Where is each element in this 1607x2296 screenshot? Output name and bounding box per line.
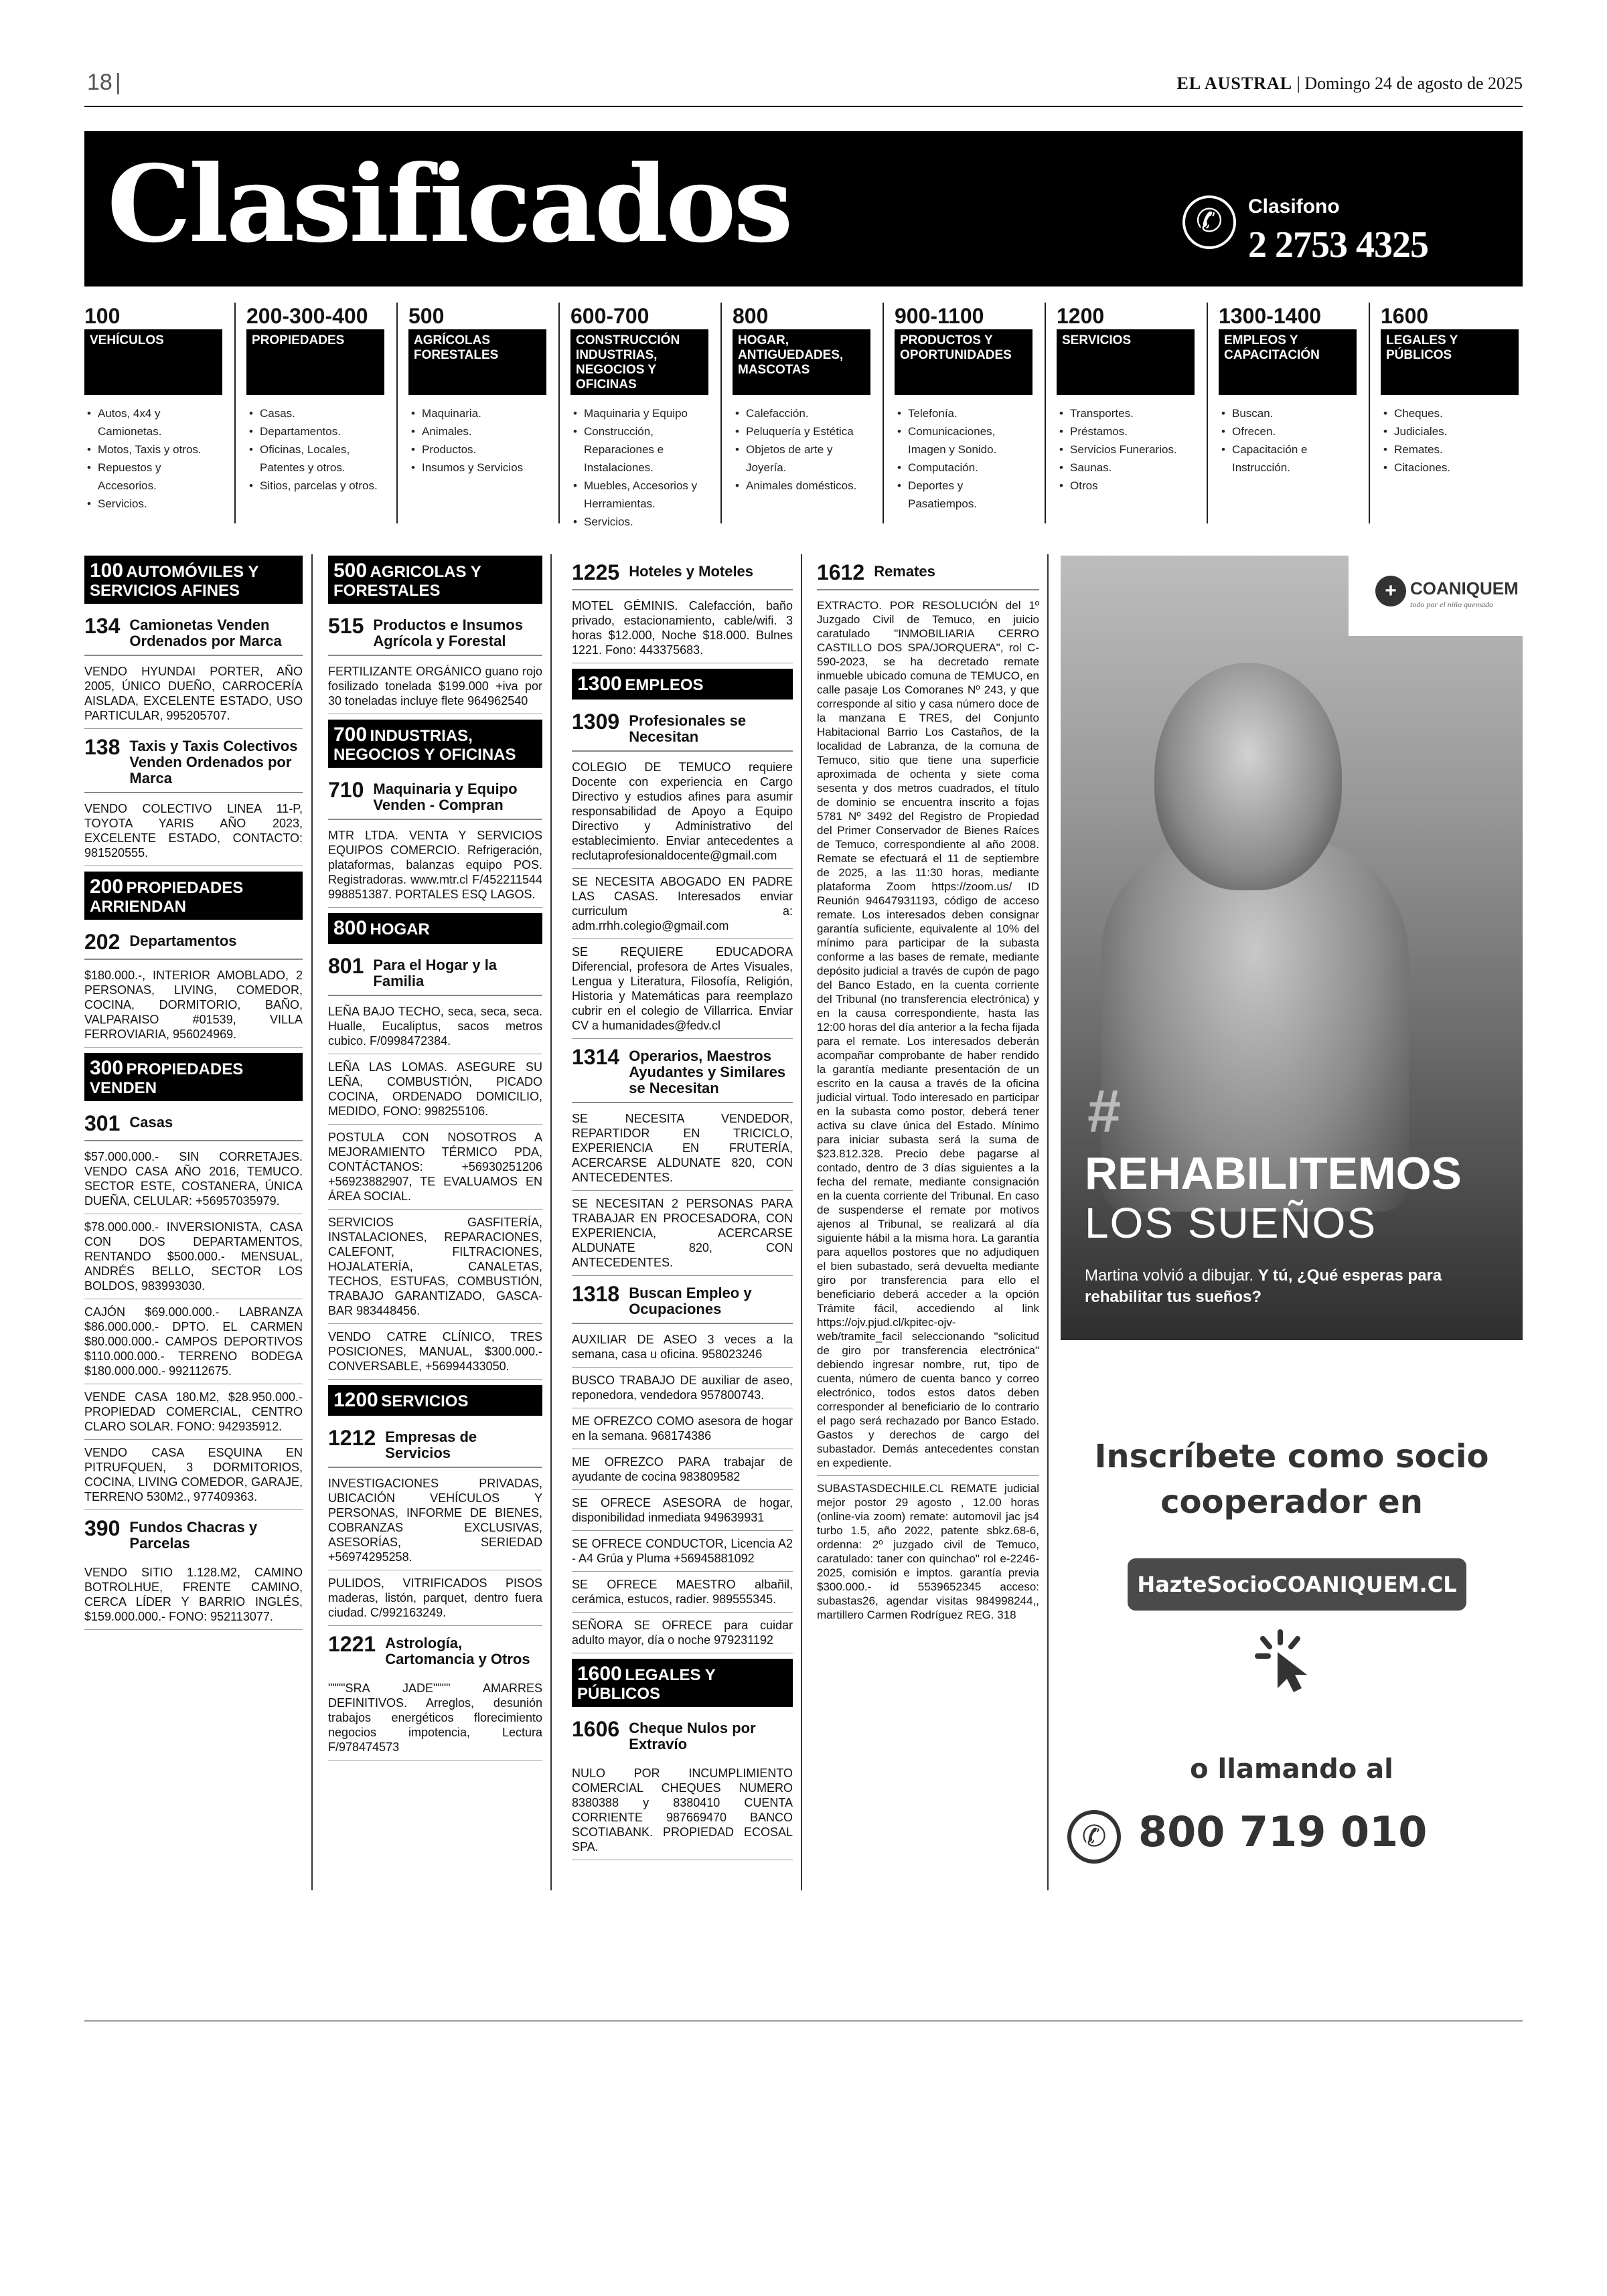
classified-ad: PULIDOS, VITRIFICADOS PISOS maderas, listón, parquet, dentro fuera ciudad. C/992163249. xyxy=(328,1576,542,1626)
classified-ad: EXTRACTO. POR RESOLUCIÓN del 1º Juzgado Civil de Temuco, en juicio caratulado "INMOBILIARIA CERRO CASTILLO DOS SPA/JORQUERA", rol C-590-2023, se ha decretado remate inmueble ubicado comuna de TEMUCO, en calle pasaje Los Comoranes Nº 243, y que corresponde al sitio y casa número doce de la manzana E TRES, del Conjunto Habitacional Barrio Los Castaños, de la localidad de Labranza, de la comuna de Temuco, sitio que tiene una superficie aproximada de ochenta y siete coma sesenta y dos metros cuadrados, el título de dominio se encuentra inscrito a fojas 5781 Nº 3492 del Registro de Propiedad del Primer Conservador de Bienes Raíces de Temuco, correspondiente al año 2008. Remate se efectuará el 11 de septiembre de 2025, a las 11:30 horas, mediante plataforma Zoom https://zoom.us/ ID Reunión 94647931193, código de acceso remate. Los interesados deben consignar garantía suficiente, equivalente al 10% del mínimo para participar de la subasta conforme a las bases de remate, mediante depósito judicial a través de cupón de pago del Banco Estado, en la cuenta corriente del Tribunal (no transferencia electrónica) y en la causa correspondiente, hasta las 12:00 horas del día anterior a la fecha fijada para el remate. Los interesados deberán acompañar comprobante de haber rendido la garantía mediante presentación de un escrito en la causa a través de la oficina judicial virtual. Todo interesado en participar en la subasta como postor, deberá tener activa su clave única del Estado. Mínimo para iniciar subasta será la suma de $23.812.328. Precio debe pagarse al contado, dentro de 3 días siguientes a la fecha del remate, mediante consignación en la cuenta corriente del Tribunal. En caso de suspenderse el remate por motivos ajenos al Tribunal, se realizará al día siguiente hábil a la misma hora. La garantía para aquellos postores que no adjudiquen el bien subastado, será devuelta mediante giro por transferencia para ello el beneficiario deberá acceder a la opción Trámite fácil, accediendo al link https://ojv.pjud.cl/kpitec-ojv-web/tramite_facil seleccionando "solicitud de giro por transferencia electrónica" debiendo ingresar nombre, rut, tipo de cuenta, número de cuenta banco y correo electrónico, todos estos datos deben corresponder al beneficiario de lo contrario el pago será rechazado por Banco Estado. Gastos y derechos de cargo del subastador. Demás antecedentes constan en expediente. xyxy=(817,598,1039,1476)
paper-name: EL AUSTRAL xyxy=(1176,74,1293,93)
category-item: • Telefonía. xyxy=(895,404,1032,422)
category-label: PRODUCTOS Y OPORTUNIDADES xyxy=(895,329,1032,395)
subsection-header: 1606 Cheque Nulos por Extravío xyxy=(572,1717,756,1752)
classified-ad: VENDO CASA ESQUINA EN PITRUFQUEN, 3 DORMITORIOS, COCINA, LIVING COMEDOR, GARAJE, TERRENO 530M2., 977409363. xyxy=(84,1445,303,1510)
category-1200 xyxy=(1057,303,1195,523)
column-divider xyxy=(1047,554,1049,1890)
subsection-header: 1314 Operarios, Maestros Ayudantes y Similares se Necesitan xyxy=(572,1046,793,1103)
category-item: • Repuestos y Accesorios. xyxy=(84,459,222,495)
ad-url-button[interactable]: HazteSocioCOANIQUEM.CL xyxy=(1128,1558,1466,1611)
category-600-700 xyxy=(570,303,708,528)
category-number: 1200 xyxy=(1057,304,1105,328)
category-500 xyxy=(408,303,546,523)
category-item: • Servicios. xyxy=(84,495,222,513)
classified-ad: VENDE CASA 180.M2, $28.950.000.- PROPIEDAD COMERCIAL, CENTRO CLARO SOLAR. FONO: 942935912. xyxy=(84,1390,303,1440)
category-item: • Judiciales. xyxy=(1381,422,1519,440)
subsection-header: 1225 Hoteles y Moteles xyxy=(572,561,793,590)
column-divider xyxy=(801,554,802,1890)
column-2 xyxy=(328,554,542,1766)
classified-ad: VENDO HYUNDAI PORTER, AÑO 2005, ÚNICO DUEÑO, CARROCERÍA AISLADA, EXCELENTE ESTADO, USO PARTICULAR, 995205707. xyxy=(84,664,303,729)
subsection-header: 1612 Remates xyxy=(817,561,1039,590)
classified-ad: SE NECESITAN 2 PERSONAS PARA TRABAJAR EN PROCESADORA, CON EXPERIENCIA, ACERCARSE ALDUNATE 820, CON ANTECEDENTES. xyxy=(572,1196,793,1276)
section-title: Clasificados xyxy=(107,143,791,266)
category-item: • Animales domésticos. xyxy=(733,477,870,495)
section-header: 1200 SERVICIOS xyxy=(328,1385,542,1416)
subsection-header: 301 Casas xyxy=(84,1112,303,1141)
section-header: 1600 LEGALES Y PÚBLICOS xyxy=(572,1659,793,1707)
category-number: 100 xyxy=(84,304,121,328)
classified-ad: $78.000.000.- INVERSIONISTA, CASA CON DOS DEPARTAMENTOS, RENTANDO $500.000.- MENSUAL, ANDRÉS BELLO, SECTOR LOS BOLDOS, 983993030. xyxy=(84,1220,303,1299)
category-100 xyxy=(84,303,222,523)
section-header: 700 INDUSTRIAS, NEGOCIOS Y OFICINAS xyxy=(328,720,542,768)
category-800 xyxy=(733,303,870,523)
category-item: • Sitios, parcelas y otros. xyxy=(246,477,384,495)
classified-ad: ME OFREZCO COMO asesora de hogar en la semana. 968174386 xyxy=(572,1414,793,1449)
category-200-300-400 xyxy=(246,303,384,523)
classified-ad: AUXILIAR DE ASEO 3 veces a la semana, casa u oficina. 958023246 xyxy=(572,1332,793,1368)
category-item: • Oficinas, Locales, Patentes y otros. xyxy=(246,440,384,477)
classified-ad: SUBASTASDECHILE.CL REMATE judicial mejor postor 29 agosto , 12.00 horas (online-via zoom) remate: automovil jac js4 turbo 1.5, año 2022, patente sbkz.68-6, ordenna: 2º juzgado civil de Temuco, caratulado: taner con quinchao" rol e-2246-2025, comisión e imptos. garantía previa $300.000.- id 5539652345 acceso: subastas26, agendar visitas 984998244,, martillero Carmen Rodríguez REG. 318 xyxy=(817,1482,1039,1621)
page-number: 18 | xyxy=(87,70,121,95)
classified-ad: SE REQUIERE EDUCADORA Diferencial, profesora de Artes Visuales, Lengua y Literatura, Filosofía, Religión, Historia y Matemáticas para reemplazo cubrir en el colegio de Villarrica. Enviar CV a humanidades@fedv.cl xyxy=(572,945,793,1039)
category-divider xyxy=(396,303,398,523)
coaniquem-logo: + COANIQUEM todo por el niño quemado xyxy=(1349,556,1523,636)
ad-cta-text: Inscríbete como socio cooperador en xyxy=(1094,1438,1489,1521)
category-item: • Autos, 4x4 y Camionetas. xyxy=(84,404,222,440)
category-item: • Motos, Taxis y otros. xyxy=(84,440,222,459)
classified-ad: """"SRA JADE"""" AMARRES DEFINITIVOS. Arreglos, desunión trabajos energéticos florecimiento negocios impotencia, Lectura F/978474573 xyxy=(328,1681,542,1760)
category-divider xyxy=(1207,303,1208,523)
subsection-header: 202 Departamentos xyxy=(84,930,303,960)
category-item: • Préstamos. xyxy=(1057,422,1195,440)
subsection-header: 138 Taxis y Taxis Colectivos Venden Ordenados por Marca xyxy=(84,736,303,793)
classified-ad: VENDO CATRE CLÍNICO, TRES POSICIONES, MANUAL, $300.000.- CONVERSABLE, +56994433050. xyxy=(328,1329,542,1380)
category-label: EMPLEOS Y CAPACITACIÓN xyxy=(1219,329,1357,395)
classified-ad: LEÑA LAS LOMAS. ASEGURE SU LEÑA, COMBUSTIÓN, PICADO COCINA, ORDENADO DOMICILIO, MEDIDO, FONO: 998255106. xyxy=(328,1060,542,1125)
classified-ad: MOTEL GÉMINIS. Calefacción, baño privado, estacionamiento, cable/wifi. 3 horas $12.000, Noche $18.000. Bulnes 1221. Fono: 443375683. xyxy=(572,598,793,663)
section-header: 200 PROPIEDADES ARRIENDAN xyxy=(84,872,303,920)
category-divider xyxy=(558,303,560,523)
category-divider xyxy=(234,303,236,523)
category-index xyxy=(84,303,1523,528)
section-header: 800 HOGAR xyxy=(328,913,542,944)
page-header xyxy=(84,67,1523,107)
phone-icon: ✆ xyxy=(1182,195,1236,249)
subsection-header: 390 Fundos Chacras y Parcelas xyxy=(84,1516,258,1552)
subsection-header: 1221 Astrología, Cartomancia y Otros xyxy=(328,1632,530,1667)
issue-date: Domingo 24 de agosto de 2025 xyxy=(1304,74,1523,93)
column-4 xyxy=(817,554,1039,1633)
ad-call-text: o llamando al xyxy=(1190,1754,1393,1785)
category-label: PROPIEDADES xyxy=(246,329,384,395)
ad-headline-2: LOS SUEÑOS xyxy=(1085,1199,1377,1247)
category-items xyxy=(733,404,870,495)
category-item: • Muebles, Accesorios y Herramientas. xyxy=(570,477,708,513)
classified-ad: MTR LTDA. VENTA Y SERVICIOS EQUIPOS COMERCIO. Refrigeración, plataformas, balanzas equipo POS. Registradoras. www.mtr.cl F/452211544 998851387. PORTALES ESQ LAGOS. xyxy=(328,828,542,908)
subsection-header: 710 Maquinaria y Equipo Venden - Compran xyxy=(328,778,542,820)
clasifono-number: 2 2753 4325 xyxy=(1248,224,1428,266)
category-number: 1600 xyxy=(1381,304,1429,328)
category-items xyxy=(895,404,1032,513)
category-number: 500 xyxy=(408,304,445,328)
category-item: • Construcción, Reparaciones e Instalaciones. xyxy=(570,422,708,477)
category-items xyxy=(84,404,222,513)
category-item: • Departamentos. xyxy=(246,422,384,440)
category-item: • Citaciones. xyxy=(1381,459,1519,477)
category-number: 1300-1400 xyxy=(1219,304,1322,328)
classified-ad: CAJÓN $69.000.000.- LABRANZA $86.000.000.- DPTO. EL CARMEN $80.000.000.- CAMPOS DEPORTIVOS $110.000.000.- TERRENO BODEGA $180.000.000.- 992112675. xyxy=(84,1305,303,1384)
category-item: • Animales. xyxy=(408,422,546,440)
ad-tagline: Martina volvió a dibujar. Y tú, ¿Qué esperas para rehabilitar tus sueños? xyxy=(1085,1266,1442,1306)
classified-ad: VENDO SITIO 1.128.M2, CAMINO BOTROLHUE, FRENTE CAMINO, CERCA LÍDER Y BARRIO INGLÉS, $159.000.000.- FONO: 952113077. xyxy=(84,1565,303,1630)
classified-ad: SE OFRECE CONDUCTOR, Licencia A2 - A4 Grúa y Pluma +56945881092 xyxy=(572,1536,793,1572)
column-divider xyxy=(311,554,313,1890)
subsection-header: 515 Productos e Insumos Agrícola y Forestal xyxy=(328,614,542,656)
category-divider xyxy=(720,303,722,523)
category-item: • Ofrecen. xyxy=(1219,422,1357,440)
section-header: 1300 EMPLEOS xyxy=(572,669,793,700)
subsection-header: 801 Para el Hogar y la Familia xyxy=(328,955,542,996)
category-item: • Maquinaria y Equipo xyxy=(570,404,708,422)
clasificados-banner xyxy=(84,131,1523,286)
category-number: 900-1100 xyxy=(895,304,984,328)
classified-ad: LEÑA BAJO TECHO, seca, seca, seca. Hualle, Eucaliptus, sacos metros cubico. F/0998472384. xyxy=(328,1004,542,1054)
category-item: • Transportes. xyxy=(1057,404,1195,422)
classified-ad: BUSCO TRABAJO DE auxiliar de aseo, reponedora, vendedora 957800743. xyxy=(572,1373,793,1408)
classified-ad: SEÑORA SE OFRECE para cuidar adulto mayor, día o noche 979231192 xyxy=(572,1618,793,1653)
classified-ad: COLEGIO DE TEMUCO requiere Docente con experiencia en Cargo Directivo y estudios afines para asumir responsabilidad de Apoyo a Equipo Directivo y Administrativo del establecimiento. Enviar antecedentes a reclutaprofesionaldocente@gmail.com xyxy=(572,760,793,869)
coaniquem-ad-photo xyxy=(1061,556,1523,1340)
category-item: • Capacitación e Instrucción. xyxy=(1219,440,1357,477)
subsection-header: 1318 Buscan Empleo y Ocupaciones xyxy=(572,1283,793,1324)
category-number: 800 xyxy=(733,304,769,328)
category-items xyxy=(570,404,708,531)
classified-ad: FERTILIZANTE ORGÁNICO guano rojo fosilizado tonelada $199.000 +iva por 30 toneladas incluye flete 964962540 xyxy=(328,664,542,714)
category-divider xyxy=(883,303,884,523)
category-divider xyxy=(1369,303,1370,523)
column-3 xyxy=(572,554,793,1866)
category-item: • Objetos de arte y Joyería. xyxy=(733,440,870,477)
category-900-1100 xyxy=(895,303,1032,523)
category-item: • Cheques. xyxy=(1381,404,1519,422)
category-item: • Insumos y Servicios xyxy=(408,459,546,477)
classified-ad: INVESTIGACIONES PRIVADAS, UBICACIÓN VEHÍCULOS Y PERSONAS, INFORME DE BIENES, COBRANZAS EXCLUSIVAS, ASESORÍAS, SERIEDAD +56974295258. xyxy=(328,1476,542,1570)
category-item: • Maquinaria. xyxy=(408,404,546,422)
category-label: HOGAR, ANTIGUEDADES, MASCOTAS xyxy=(733,329,870,395)
category-1600 xyxy=(1381,303,1519,523)
column-1 xyxy=(84,554,303,1635)
category-items xyxy=(408,404,546,477)
category-items xyxy=(1219,404,1357,477)
category-items xyxy=(1381,404,1519,477)
category-item: • Casas. xyxy=(246,404,384,422)
column-divider xyxy=(550,554,552,1890)
section-header: 300 PROPIEDADES VENDEN xyxy=(84,1053,303,1101)
phone-icon: ✆ xyxy=(1067,1810,1121,1864)
category-number: 600-700 xyxy=(570,304,649,328)
category-label: CONSTRUCCIÓN INDUSTRIAS, NEGOCIOS Y OFICINAS xyxy=(570,329,708,395)
classified-ad: SE OFRECE MAESTRO albañil, cerámica, estucos, radier. 989555345. xyxy=(572,1577,793,1613)
category-label: LEGALES Y PÚBLICOS xyxy=(1381,329,1519,395)
ad-headline: REHABILITEMOS xyxy=(1085,1148,1462,1199)
category-label: VEHÍCULOS xyxy=(84,329,222,395)
clasifono-label: Clasifono xyxy=(1248,195,1340,218)
bottom-rule xyxy=(84,2020,1523,2022)
hashtag-mark: # xyxy=(1087,1078,1122,1145)
classified-ad: VENDO COLECTIVO LINEA 11-P, TOYOTA YARIS AÑO 2023, EXCELENTE ESTADO, CONTACTO: 981520555. xyxy=(84,801,303,866)
category-number: 200-300-400 xyxy=(246,304,368,328)
category-items xyxy=(246,404,384,495)
category-label: AGRÍCOLAS FORESTALES xyxy=(408,329,546,395)
coaniquem-mark-icon: + xyxy=(1375,576,1406,606)
classified-ad: SE NECESITA VENDEDOR, REPARTIDOR EN TRICICLO, EXPERIENCIA EN FRUTERÍA, ACERCARSE ALDUNATE 820, CON ANTECEDENTES. xyxy=(572,1111,793,1191)
girl-head xyxy=(1154,663,1342,890)
paper-dateline: EL AUSTRAL | Domingo 24 de agosto de 2025 xyxy=(1176,74,1523,93)
category-label: SERVICIOS xyxy=(1057,329,1195,395)
classified-ad: $180.000.-, INTERIOR AMOBLADO, 2 PERSONAS, LIVING, COMEDOR, COCINA, DORMITORIO, BAÑO, VALPARAISO #01539, VILLA FERROVIARIA, 956024969. xyxy=(84,968,303,1048)
classified-ad: SE OFRECE ASESORA de hogar, disponibilidad inmediata 949639931 xyxy=(572,1495,793,1531)
category-divider xyxy=(1045,303,1046,523)
category-item: • Servicios. xyxy=(570,513,708,531)
category-item: • Otros xyxy=(1057,477,1195,495)
category-item: • Servicios Funerarios. xyxy=(1057,440,1195,459)
classified-ad: ME OFREZCO PARA trabajar de ayudante de cocina 983809582 xyxy=(572,1455,793,1490)
category-item: • Saunas. xyxy=(1057,459,1195,477)
category-item: • Remates. xyxy=(1381,440,1519,459)
click-cursor-icon xyxy=(1253,1627,1320,1694)
category-item: • Comunicaciones, Imagen y Sonido. xyxy=(895,422,1032,459)
ad-phone-number: ✆ 800 719 010 xyxy=(1138,1807,1427,1856)
category-item: • Buscan. xyxy=(1219,404,1357,422)
subsection-header: 1309 Profesionales se Necesitan xyxy=(572,710,793,752)
category-1300-1400 xyxy=(1219,303,1357,523)
classified-ad: SE NECESITA ABOGADO EN PADRE LAS CASAS. Interesados enviar curriculum a: adm.rrhh.colegio@gmail.com xyxy=(572,874,793,939)
category-item: • Productos. xyxy=(408,440,546,459)
category-items xyxy=(1057,404,1195,495)
subsection-header: 1212 Empresas de Servicios xyxy=(328,1426,542,1468)
category-item: • Computación. xyxy=(895,459,1032,477)
category-item: • Calefacción. xyxy=(733,404,870,422)
subsection-header: 134 Camionetas Venden Ordenados por Marca xyxy=(84,614,303,656)
classified-ad: SERVICIOS GASFITERÍA, INSTALACIONES, REPARACIONES, CALEFONT, FILTRACIONES, HOJALATERÍA, CANALETAS, TECHOS, ESTUFAS, COMBUSTIÓN, TRABAJO GARANTIZADO, GASCA-BAR 983448456. xyxy=(328,1215,542,1324)
category-item: • Deportes y Pasatiempos. xyxy=(895,477,1032,513)
section-header: 500 AGRICOLAS Y FORESTALES xyxy=(328,556,542,604)
classified-ad: $57.000.000.- SIN CORRETAJES. VENDO CASA AÑO 2016, TEMUCO. SECTOR ESTE, COSTANERA, ÚNICA DUEÑA, CELULAR: +56957035979. xyxy=(84,1149,303,1214)
classified-ad: POSTULA CON NOSOTROS A MEJORAMIENTO TÉRMICO PDA, CONTÁCTANOS: +56930251206 +56923882907, TE EVALUAMOS EN ÁREA SOCIAL. xyxy=(328,1130,542,1210)
section-header: 100 AUTOMÓVILES Y SERVICIOS AFINES xyxy=(84,556,303,604)
classified-ad: NULO POR INCUMPLIMIENTO COMERCIAL CHEQUES NUMERO 8380388 y 8380410 CUENTA CORRIENTE 987669470 BANCO SCOTIABANK. PROPIEDAD ECOSAL SPA. xyxy=(572,1766,793,1860)
category-item: • Peluquería y Estética xyxy=(733,422,870,440)
